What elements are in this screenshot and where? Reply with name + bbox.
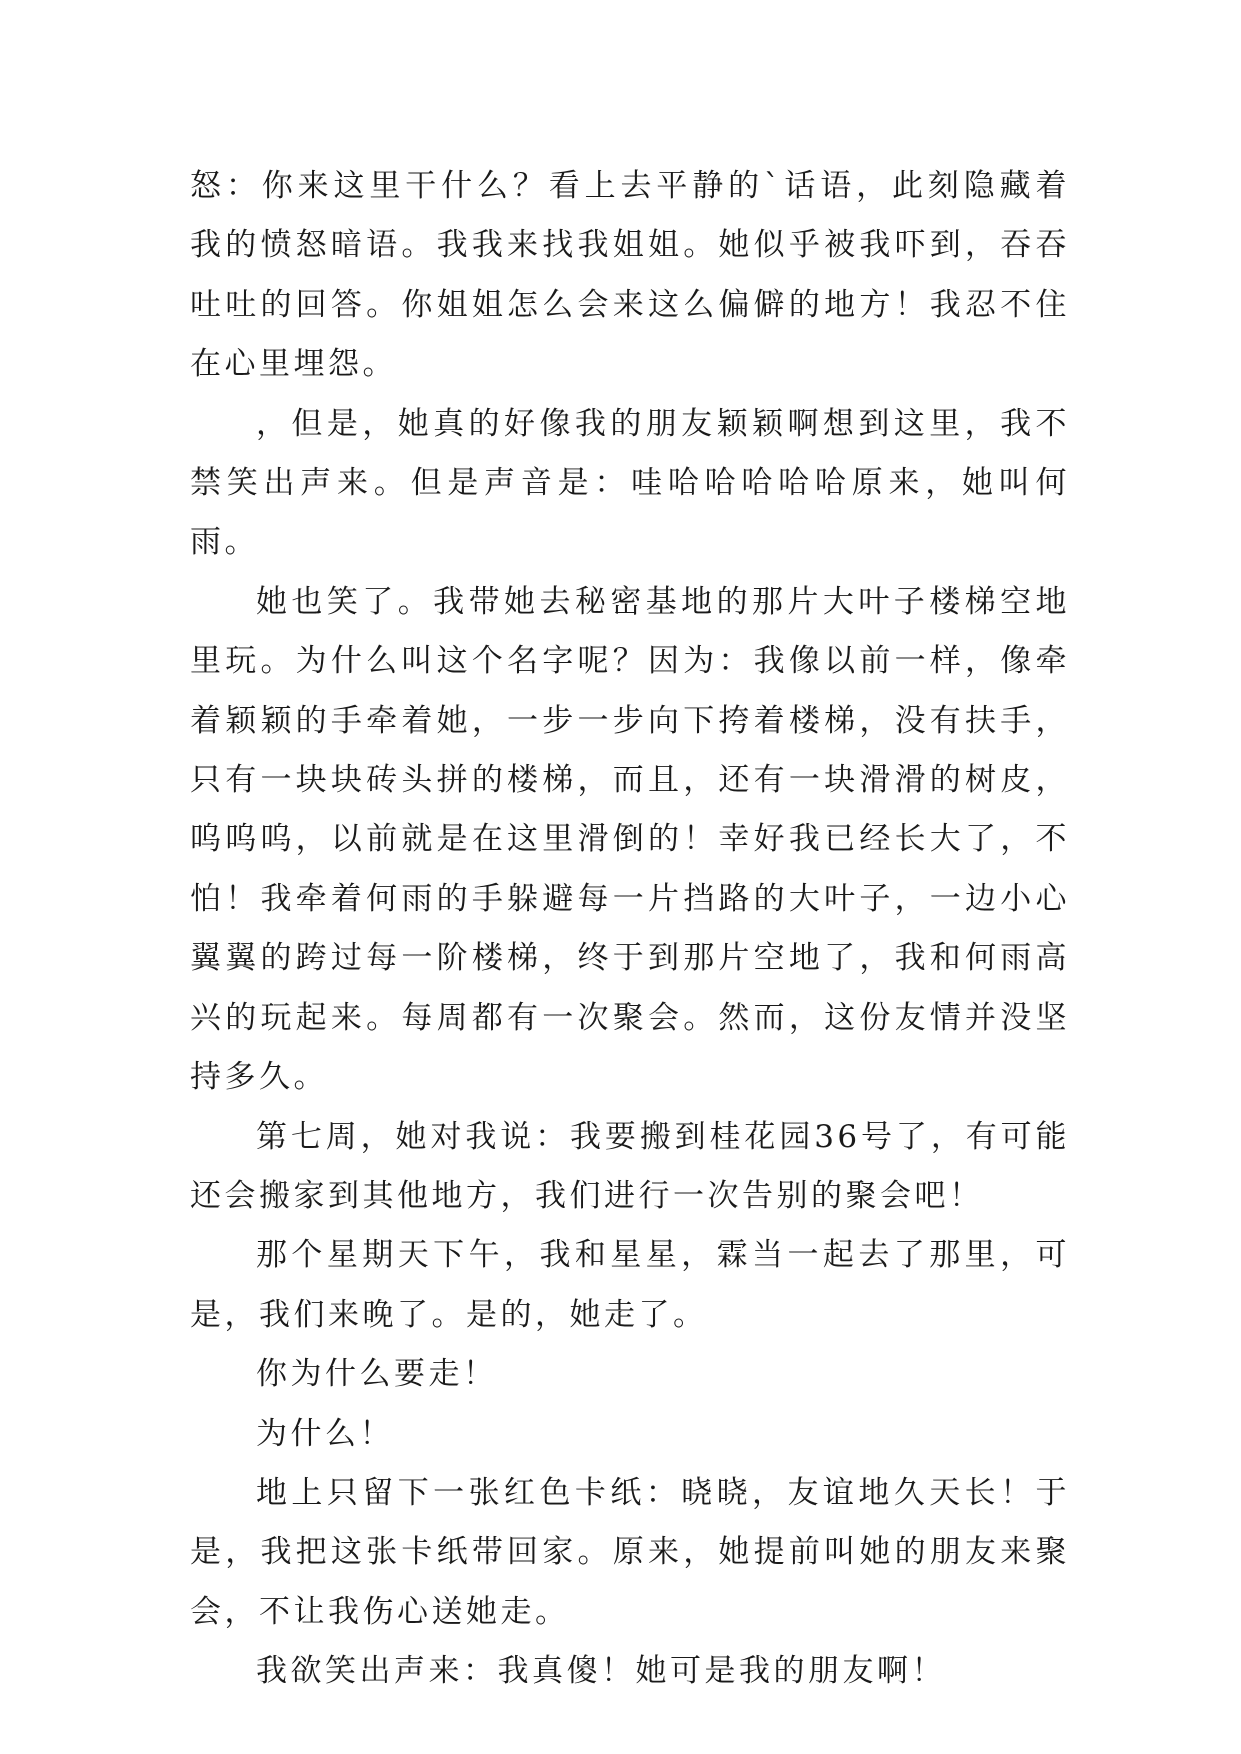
paragraph: 第七周，她对我说：我要搬到桂花园36号了，有可能还会搬家到其他地方，我们进行一次告别的聚会吧！ [190, 1118, 1070, 1214]
paragraph: 为什么！ [256, 1415, 394, 1452]
paragraph: 地上只留下一张红色卡纸：晓晓，友谊地久天长！于是，我把这张卡纸带回家。原来，她提前叫她的朋友来聚会，不让我伤心送她走。 [190, 1474, 1070, 1630]
paragraph: 我欲笑出声来：我真傻！她可是我的朋友啊！ [256, 1653, 946, 1690]
body-text [190, 157, 1070, 1702]
paragraph: 她也笑了。我带她去秘密基地的那片大叶子楼梯空地里玩。为什么叫这个名字呢？因为：我像以前一样，像牵着颖颖的手牵着她，一步一步向下挎着楼梯，没有扶手，只有一块块砖头拼的楼梯，而且，还有一块滑滑的树皮，呜呜呜，以前就是在这里滑倒的！幸好我已经长大了，不怕！我牵着何雨的手躲避每一片挡路的大叶子，一边小心翼翼的跨过每一阶楼梯，终于到那片空地了，我和何雨高兴的玩起来。每周都有一次聚会。然而，这份友情并没坚持多久。 [190, 583, 1070, 1096]
paragraph: 怒：你来这里干什么？看上去平静的`话语，此刻隐藏着我的愤怒暗语。我我来找我姐姐。她似乎被我吓到，吞吞吐吐的回答。你姐姐怎么会来这么偏僻的地方！我忍不住在心里埋怨。 [190, 168, 1070, 383]
paragraph: 你为什么要走！ [256, 1356, 498, 1393]
paragraph: 那个星期天下午，我和星星，霖当一起去了那里，可是，我们来晚了。是的，她走了。 [190, 1237, 1070, 1333]
paragraph: ，但是，她真的好像我的朋友颖颖啊想到这里，我不禁笑出声来。但是声音是：哇哈哈哈哈哈原来，她叫何雨。 [190, 405, 1070, 561]
